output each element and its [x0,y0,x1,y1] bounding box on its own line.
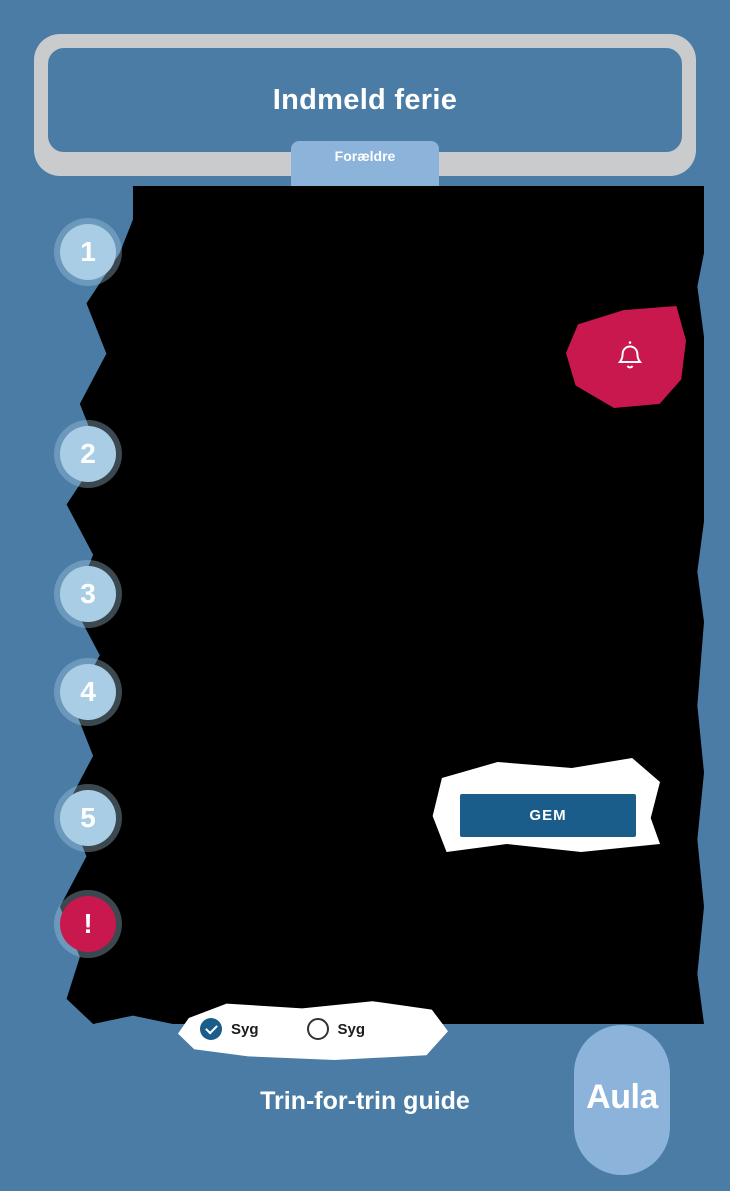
step-badge-5[interactable] [60,790,116,846]
step-badge-1-label: 1 [80,236,96,267]
step-badge-5-label: 5 [80,802,96,833]
aula-logo-text: Aula [586,1078,658,1116]
radio-option-syg-selected-label: Syg [231,1020,259,1038]
radio-unchecked-icon [307,1018,329,1040]
step-badge-2[interactable] [60,426,116,482]
radio-checked-icon [200,1018,222,1040]
tab-foraeldre-label: Forældre [334,148,396,164]
step-badge-alert-label: ! [83,908,93,939]
step-badge-1[interactable] [60,224,116,280]
radio-option-syg-unselected-label: Syg [337,1020,366,1038]
footer-caption: Trin-for-trin guide [260,1087,470,1115]
radio-option-syg-selected[interactable] [200,1018,259,1040]
step-badge-3-label: 3 [80,578,96,609]
step-badge-4[interactable] [60,664,116,720]
page-title: Indmeld ferie [272,83,458,116]
step-badge-3[interactable] [60,566,116,622]
step-badge-4-label: 4 [80,676,96,707]
redacted-content-area [40,186,704,1024]
step-badge-alert[interactable] [60,896,116,952]
save-button[interactable]: GEM [460,794,636,837]
step-badge-2-label: 2 [80,438,96,469]
radio-group [200,1018,365,1040]
bell-icon[interactable] [607,337,645,378]
radio-option-syg-unselected[interactable] [307,1018,366,1040]
